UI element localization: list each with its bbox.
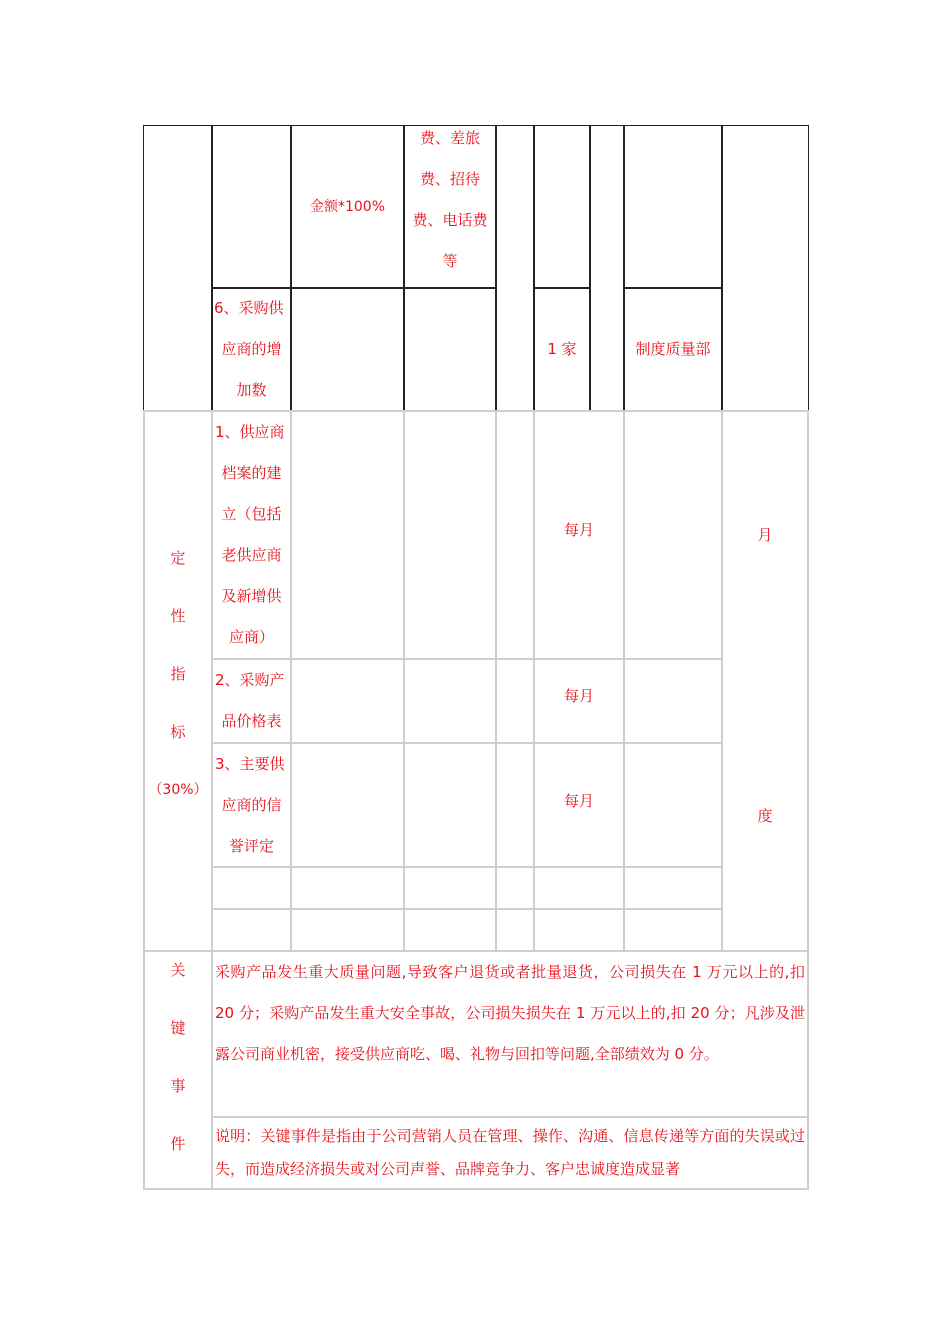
q-row4-col-6 [533,866,625,910]
q-row4-col-8 [623,866,723,910]
q-row3-freq-cell [533,742,625,868]
qualitative-label-char: 指 [170,665,186,683]
row6-target-cell [533,287,591,412]
q-row3-freq: 每月 [563,792,594,810]
key-events-note: 说明：关键事件是指由于公司营销人员在管理、操作、沟通、信息传递等方面的失误或过失，而造成经济损失或对公司声誉、品牌竞争力、客户忠诚度造成显著 [215,1127,805,1178]
q-row2-col-8 [623,658,723,744]
qualitative-label-cell [143,410,213,952]
q-row2-item-line: 品价格表 [221,712,282,730]
q-row3-col-3 [290,742,405,868]
qualitative-label-char: 性 [170,607,186,625]
expense-line: 费、招待 [419,170,480,188]
q-row1-col-8 [623,410,723,660]
row6-source: 制度质量部 [635,340,711,358]
q-row1-item-line: 立（包括 [221,505,282,523]
top-col-2-row5 [211,125,292,289]
top-col-1 [143,125,213,412]
row6-item-line: 6、采购供 [214,299,284,317]
q-row1-item-line: 1、供应商 [215,423,285,441]
row6-item-line: 应商的增 [221,340,282,358]
q-row1-freq: 每月 [563,521,594,539]
period-bottom: 度 [757,807,773,825]
q-row4-col-3 [290,866,405,910]
q-row1-col-3 [290,410,405,660]
q-row2-freq-cell [533,658,625,744]
q-row2-freq: 每月 [563,687,594,705]
key-events-label-char: 键 [170,1019,186,1037]
row6-item-cell [211,287,292,412]
top-col-6 [533,125,591,289]
qualitative-label-char: 定 [170,549,186,567]
key-events-label-char: 件 [170,1135,186,1153]
expense-line: 费、差旅 [419,129,480,147]
q-row2-col-4 [403,658,497,744]
row6-source-cell [623,287,723,412]
q-row1-item-line: 及新增供 [221,587,282,605]
period-top: 月 [757,526,773,544]
top-col-5 [495,125,535,412]
q-row4-col-4 [403,866,497,910]
key-events-label-char: 事 [170,1077,186,1095]
key-events-note-cell [211,1116,809,1190]
q-row5-col-2 [211,908,292,952]
q-row1-item-cell [211,410,292,660]
q-row2-item-cell [211,658,292,744]
q-row3-item-line: 3、主要供 [215,755,285,773]
q-row3-item-line: 誉评定 [228,837,274,855]
q-row1-freq-cell [533,410,625,660]
expense-line: 费、电话费 [412,211,488,229]
q-row5-col-4 [403,908,497,952]
q-row1-item-line: 老供应商 [221,546,282,564]
q-row5-col-5 [495,908,535,952]
qualitative-label-char: 标 [170,723,186,741]
q-row1-item-line: 应商） [228,628,274,646]
amount-formula-cell [290,125,405,289]
q-row5-col-6 [533,908,625,952]
amount-formula: 金额*100% [309,198,386,215]
q-row5-col-8 [623,908,723,952]
expense-items-cell [403,125,497,289]
row6-col-3 [290,287,405,412]
q-row5-col-3 [290,908,405,952]
q-row4-col-2 [211,866,292,910]
top-col-8 [623,125,723,289]
q-row3-col-8 [623,742,723,868]
q-row1-item-line: 档案的建 [221,464,282,482]
key-events-text: 采购产品发生重大质量问题,导致客户退货或者批量退货，公司损失在 1 万元以上的,扣 20 分；采购产品发生重大安全事故，公司损失损失在 1 万元以上的,扣 20 分；凡涉及泄露公司商业机密，接受供应商吃、喝、礼物与回扣等问题,全部绩效为 0 分。 [215,963,805,1063]
key-events-label-char: 关 [170,961,186,979]
qualitative-label-pct: （30%） [148,782,208,798]
q-row3-item-cell [211,742,292,868]
q-row1-col-5 [495,410,535,660]
q-row3-col-4 [403,742,497,868]
q-row2-item-line: 2、采购产 [215,671,285,689]
top-col-7 [589,125,625,412]
key-events-label-cell [143,950,213,1190]
row6-target: 1 家 [547,340,577,358]
row6-item-line: 加数 [236,381,267,399]
q-row4-col-5 [495,866,535,910]
q-row1-col-4 [403,410,497,660]
row6-col-4 [403,287,497,412]
key-events-text-cell [211,950,809,1118]
q-row2-col-5 [495,658,535,744]
q-row3-item-line: 应商的信 [221,796,282,814]
q-row3-col-5 [495,742,535,868]
expense-line: 等 [442,252,458,270]
period-cell [721,410,809,952]
top-col-9 [721,125,809,412]
q-row2-col-3 [290,658,405,744]
